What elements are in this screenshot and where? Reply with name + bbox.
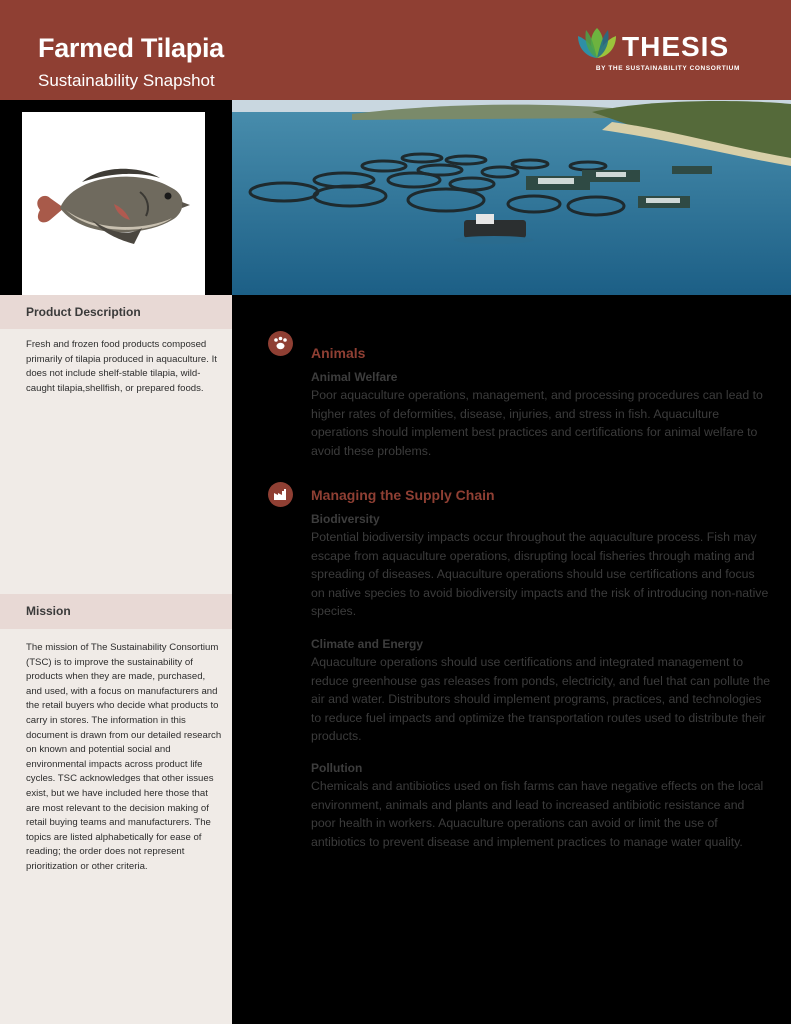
page-subtitle: Sustainability Snapshot bbox=[38, 71, 215, 90]
mission-text: The mission of The Sustainability Consortium (TSC) is to improve the sustainability of products when they are made, purchased, and used, with a focus on manufacturers and the retail buyers who decide what products to carry in stores. The information in this document is drawn from our detailed research on known and potential social and environmental impacts across product life cycles. TSC acknowledges that other issues exist, but we have included here those that are most relevant to the decision making of retail buying teams and manufacturers. The topics are listed alphabetically for ease of reading; the order does not represent prioritization or other criteria. bbox=[26, 642, 222, 872]
subsection-title-climate-energy: Climate and Energy bbox=[311, 637, 424, 651]
subsection-title-biodiversity: Biodiversity bbox=[311, 512, 380, 526]
tilapia-fish-image bbox=[22, 112, 205, 295]
mission-heading: Mission bbox=[0, 594, 232, 629]
logo-tagline: BY THE SUSTAINABILITY CONSORTIUM bbox=[595, 65, 740, 72]
subsection-title-pollution: Pollution bbox=[311, 761, 363, 775]
section-title-animals: Animals bbox=[311, 345, 366, 361]
factory-icon bbox=[268, 482, 293, 507]
logo-wordmark: THESIS bbox=[622, 31, 730, 62]
thesis-logo bbox=[574, 26, 744, 76]
product-description-text: Fresh and frozen food products composed primarily of tilapia produced in aquaculture. It does not include shelf-stable tilapia, wild-caught tilapia,shellfish, or prepared foods. bbox=[26, 339, 217, 394]
main-content bbox=[232, 295, 791, 1024]
page-title: Farmed Tilapia bbox=[38, 33, 224, 63]
fish-farm-photo bbox=[232, 100, 791, 295]
section-title-managing-supply-chain: Managing the Supply Chain bbox=[311, 487, 495, 503]
animal-welfare-text: Poor aquaculture operations, management, and processing procedures can lead to higher rates of deformities, disease, injuries, and stress in fish. Aquaculture operations should implement best practices and certifications for animal welfare to avoid these problems. bbox=[311, 388, 763, 458]
paw-icon bbox=[268, 331, 293, 356]
climate-energy-text: Aquaculture operations should use certifications and integrated management to reduce greenhouse gas releases from ponds, electricity, and fuel that can pollute the air and water. Distributors should implement programs, practices, and technologies to reduce fuel impacts and optimize the transportation routes used to distribute their products. bbox=[311, 655, 771, 743]
product-description-heading: Product Description bbox=[0, 295, 232, 329]
subsection-title-animal-welfare: Animal Welfare bbox=[311, 370, 398, 384]
lotus-icon bbox=[574, 26, 620, 62]
biodiversity-text: Potential biodiversity impacts occur throughout the aquaculture process. Fish may escape from aquaculture operations, disrupting local fisheries through mating and spreading of diseases. Aquaculture operations should use certifications and focus on native species to avoid biodiversity impacts and the risk of introducing non-native species. bbox=[311, 530, 769, 618]
pollution-text: Chemicals and antibiotics used on fish farms can have negative effects on the local environment, animals and plants and lead to increased antibiotic resistance and poor health in workers. Aquaculture operations can avoid or limit the use of antibiotics to prevent disease and implement practices to manage water quality. bbox=[311, 779, 764, 849]
header-banner bbox=[0, 0, 791, 100]
sidebar bbox=[0, 295, 232, 1024]
